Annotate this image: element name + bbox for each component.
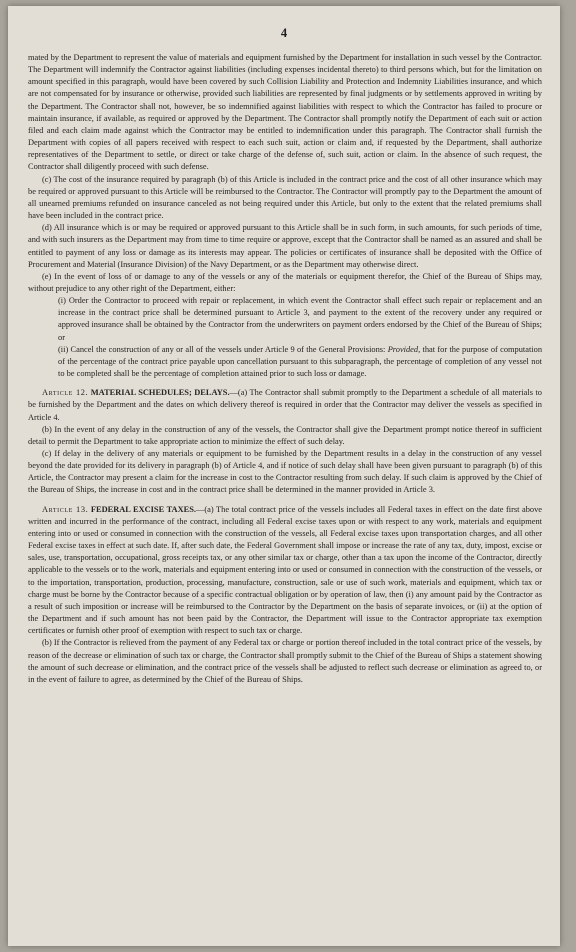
paragraph-11c: (c) The cost of the insurance required by paragraph (b) of this Article is included in the contract price and the cost of all other insurance which may be required or approved pursuant to this Article will be reimbursed to the Contractor. The Contractor will promptly pay to the Department the amount of all unearned premiums refunded on insurance canceled as not being required under this Article, but only to the extent that the related premiums shall have been included in the contract price.	[28, 174, 542, 221]
paragraph-11d: (d) All insurance which is or may be required or approved pursuant to this Article shall be in such form, in such amounts, for such periods of time, and with such insurers as the Department may from time to time require or approve, except that the Contractor shall be named as an assured and shall be entitled to payment of any loss or damage as its interests may appear. The policies or certificates of insurance shall be deposited with the Office of Procurement and Material (Insurance Division) of the Navy Department, or as the Department may otherwise direct.	[28, 223, 542, 269]
article-13-paragraph-a	[28, 504, 542, 638]
article-13-heading: FEDERAL EXCISE TAXES.	[90, 504, 196, 514]
document-page	[8, 6, 560, 946]
article-13-text: —(a) The total contract price of the vessels includes all Federal taxes in effect on the date first above written and incurred in the performance of the contract, including all Federal excise taxes upon or with respect to any work, materials and equipment entering into or used or consumed in connection with the construction of the vessels, all Federal excise taxes upon transportation charges, and all other Federal excise taxes in effect at such date. If, after such date, the Federal Government shall impose or increase the rate of any tax, duty, impost, excise or sales, use, transportation, occupational, gross receipts tax, or any other similar tax or charge, other than a tax upon the income of the Contractor, directly applicable to the vessels or to the work, materials and equipment entering into or used or consumed in connection with the construction of the vessels, or to the importation, transportation, production, processing, manufacture, construction, sale or use of such work, materials and equipment, which tax or charge must be borne by the Contractor because of a specific contractual obligation or by operation of law, then (i) any amount paid by the Contractor as a result of such imposition or increase will be reimbursed to the Contractor by the Department on the basis of separate invoices, or (ii) at the option of the Department and if such amount has not been paid by the Contractor, the Department will issue to the Contractor appropriate tax exemption certificates or furnish other proof of exemption with respect to such tax or charge.	[28, 504, 542, 636]
article-13-label: Article 13.	[42, 504, 89, 514]
paragraph-12c: (c) If delay in the delivery of any materials or equipment to be furnished by the Department results in a delay in the construction of any vessel beyond the date provided for its delivery in paragraph (b) of Article 4, and if notice of such delay shall have been given pursuant to paragraph (b) of this Article, the Contractor may present a claim for the increase in cost to the Contractor resulting from such delay. If such claim is approved by the Chief of the Bureau of Ships, the increase in cost and in the contract price shall be determined in the manner provided in Article 3.	[28, 449, 542, 495]
subparagraph-ii-text: (ii) Cancel the construction of any or all of the vessels under Article 9 of the General Provisions:	[58, 344, 388, 354]
paragraph-13b: (b) If the Contractor is relieved from the payment of any Federal tax or charge or portion thereof included in the total contract price of the vessels, by reason of the decrease or elimination of such tax or charge, the Contractor shall promptly submit to the Chief of the Bureau of Ships a statement showing the amount of such decrease or elimination, and the contract price of the vessels shall be adjusted to reflect such decrease or elimination as agreed to, or in the event of failure to agree, as determined by the Chief of the Bureau of Ships.	[28, 638, 542, 684]
article-12-heading: MATERIAL SCHEDULES; DELAYS.	[90, 388, 230, 398]
provided-word: Provided,	[387, 344, 421, 354]
article-12-paragraph-a	[28, 387, 542, 423]
subparagraph-ii-rest: that for the purpose of computation of the percentage of the contract price payable upon cancellation pursuant to this subparagraph, the percentage of completion of any vessel not to be completed shall be the percentage of completion attained prior to such loss or damage.	[58, 344, 543, 379]
paragraph-11e: (e) In the event of loss of or damage to any of the vessels or any of the materials or equipment therefor, the Chief of the Bureau of Ships may, without prejudice to any other right of the Department, either:	[28, 271, 542, 293]
paragraph-12b: (b) In the event of any delay in the construction of any of the vessels, the Contractor shall give the Department prompt notice thereof in sufficient detail to permit the Department to take appropriate action to minimize the effect of such delay.	[28, 424, 542, 446]
article-12-label: Article 12.	[42, 388, 89, 398]
subparagraph-ii	[28, 344, 542, 380]
document-body	[28, 52, 542, 686]
page-number: 4	[280, 26, 288, 40]
subparagraph-i: (i) Order the Contractor to proceed with repair or replacement, in which event the Contractor shall effect such repair or replacement and an increase in the contract price shall be determined pursuant to Article 3, and payment to the extent of the recovery under any required or approved insurance shall be obtained by the Contractor from the underwriters on payment orders endorsed by the Chief of the Bureau of Ships; or	[58, 296, 542, 342]
article-12-text: —(a) The Contractor shall submit promptly to the Department a schedule of all materials to be furnished by the Department and the dates on which delivery thereof is required in order that the Contractor may deliver the vessels as specified in Article 4.	[28, 388, 542, 422]
paragraph-continuation: mated by the Department to represent the value of materials and equipment furnished by the Department for installation in such vessel by the Contractor. The Department will indemnify the Contractor against liabilities (including expenses incidental thereto) to third persons which, but for the limitation on amount specified in this paragraph, would have been covered by such Collision Liability and Protection and Indemnity Liabilities insurance, and which are not compensated for by insurance or otherwise, provided such liabilities are represented by final judgments or by settlements approved in writing by the Department. The Contractor shall not, however, be so indemnified against liabilities with respect to which the Contractor has failed to procure or maintain insurance, if available, as required or approved by the Department. The Contractor shall promptly notify the Department of each suit or action filed and each claim made against which the Contractor may be entitled to indemnification under this paragraph. The Contractor shall furnish the Department with copies of all papers received with respect to each such suit, action or claim and, if requested by the Department, shall authorize representatives of the Department to settle, or direct or take charge of the defense of, such suit, action or claim. In the absence of such request, the Contractor shall diligently proceed with such defense.	[28, 53, 542, 172]
